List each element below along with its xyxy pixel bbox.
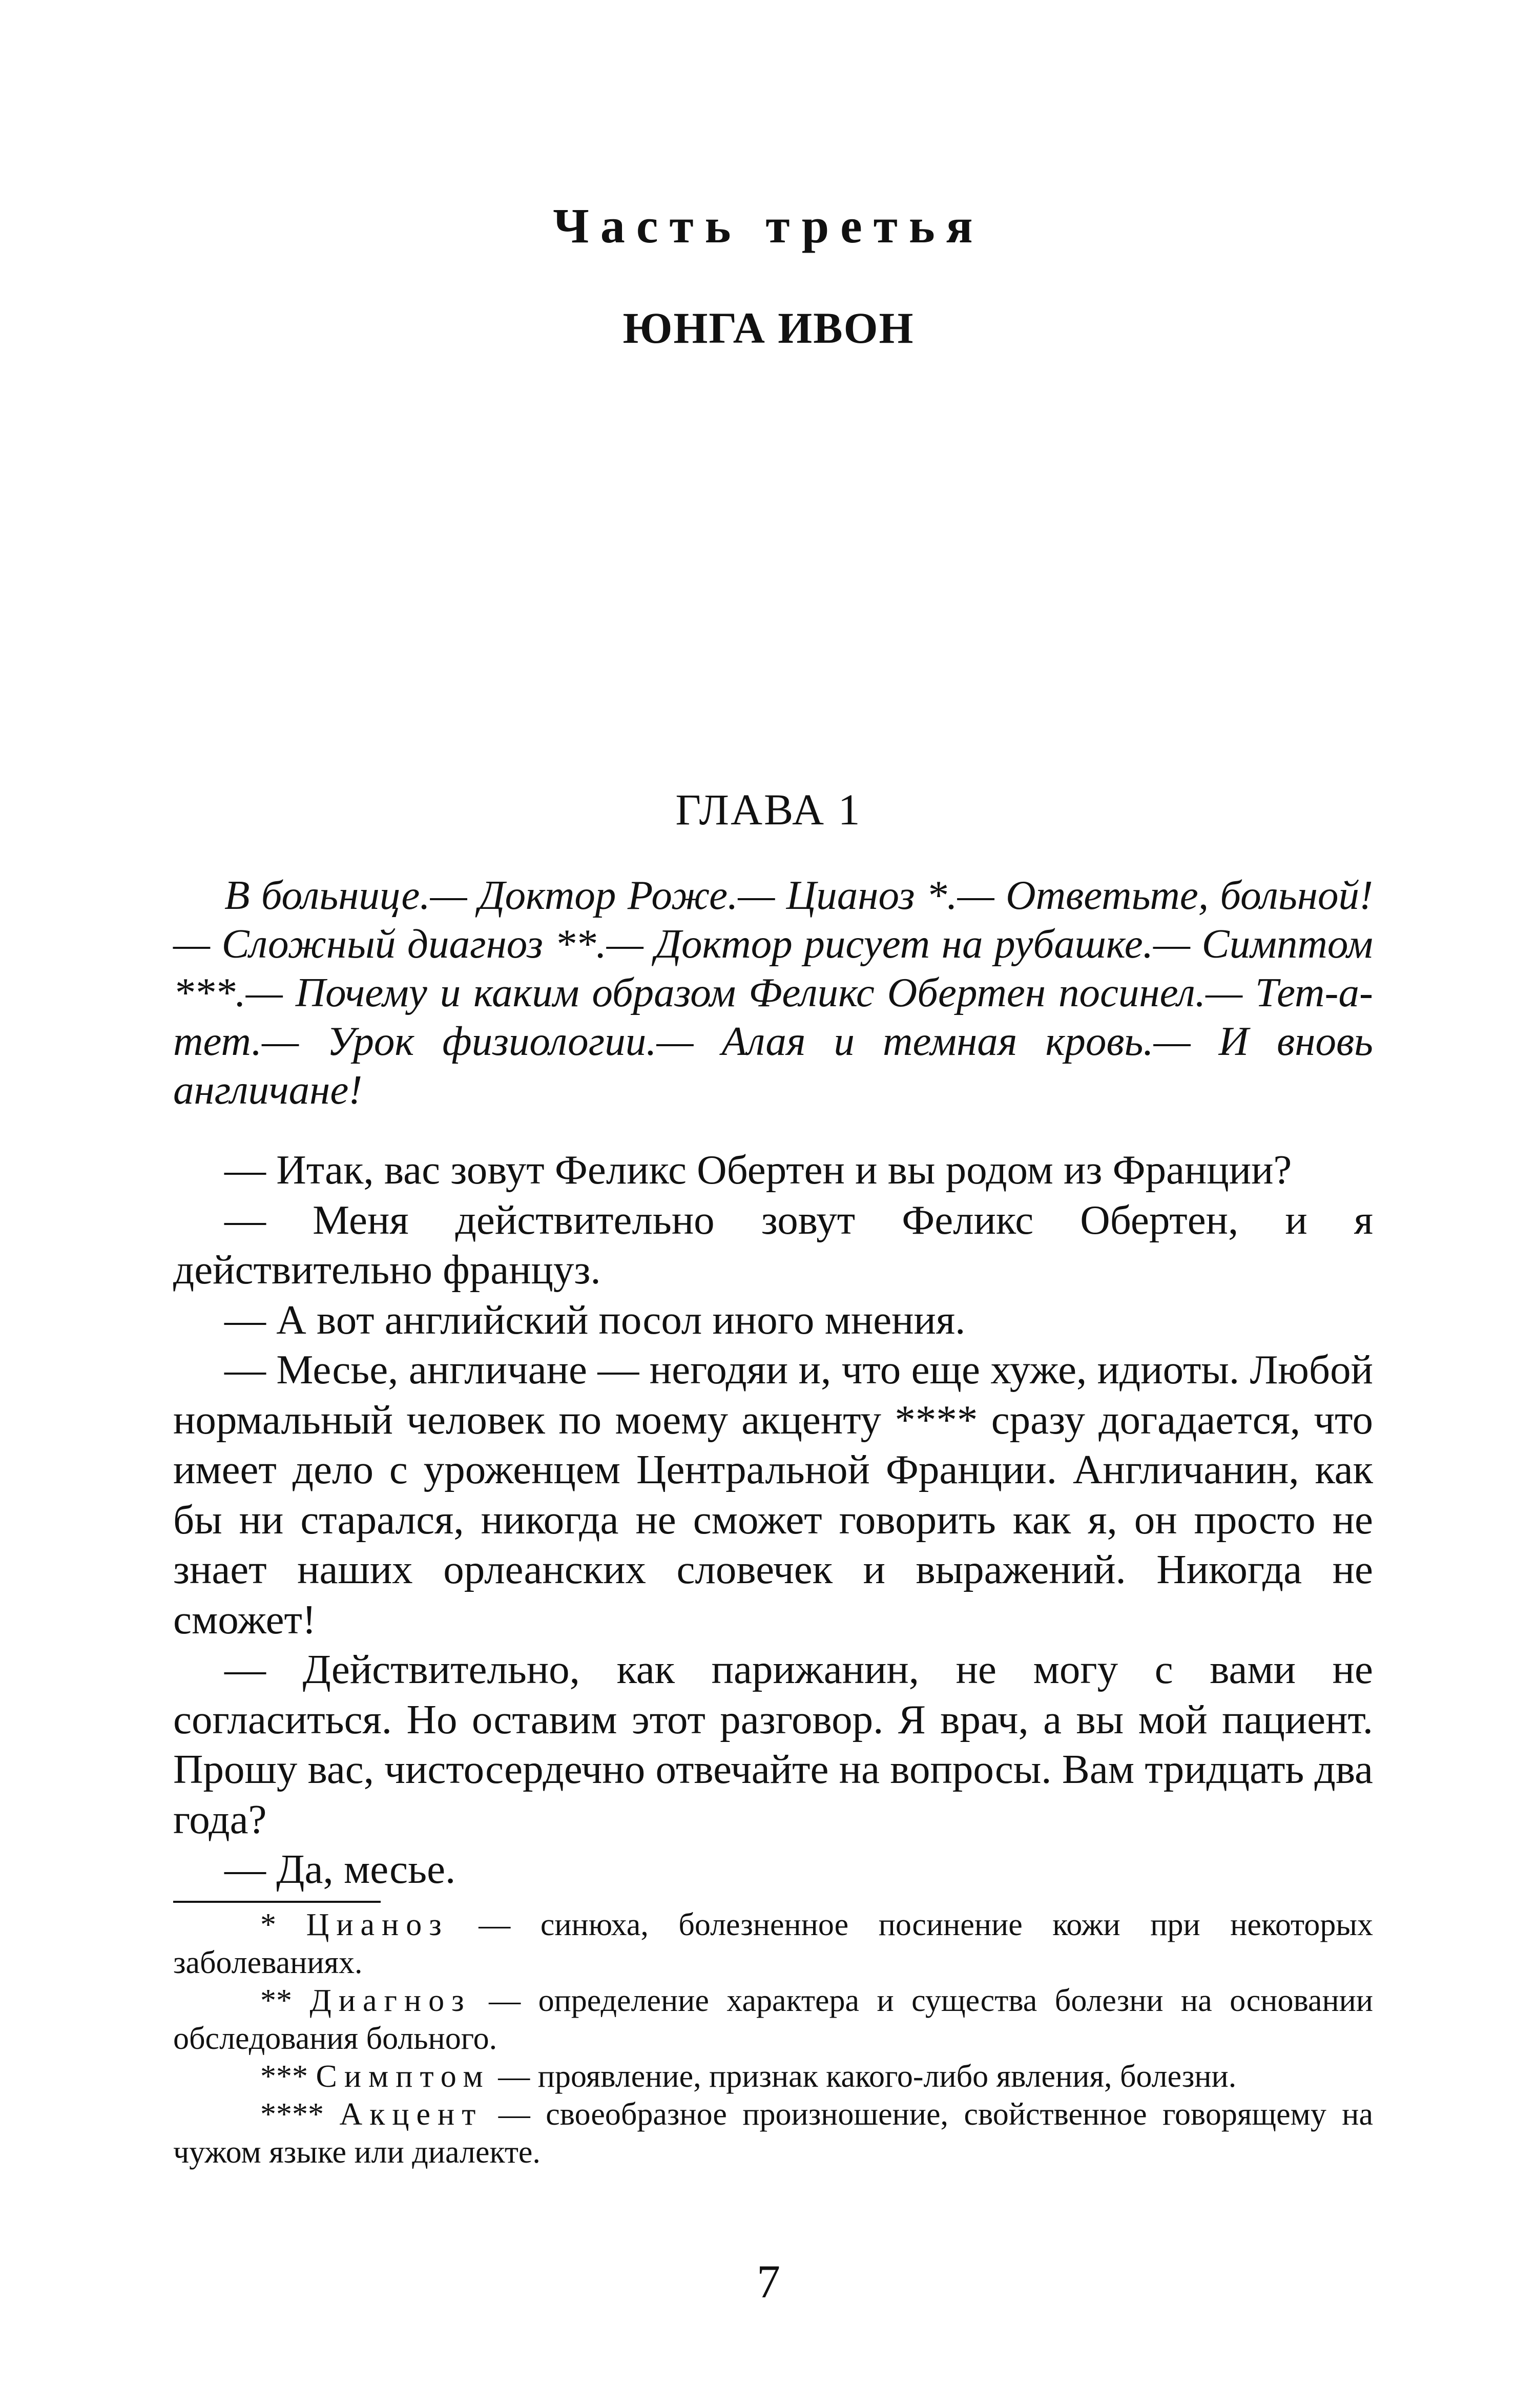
part-title: Часть третья bbox=[553, 198, 984, 253]
dialogue-paragraph: — Месье, англичане — негодяи и, что еще хуже, идиоты. Любой нормальный человек по моему акценту **** сразу догадается, что имеет дело с уроженцем Центральной Франции. Англичанин, как бы ни старался, никогда не сможет говорить как я, он просто не знает наших орлеанских словечек и выражений. Никогда не сможет! bbox=[173, 1346, 1373, 1643]
footnote-term: Симптом bbox=[316, 2059, 490, 2094]
footnote bbox=[173, 1906, 1373, 1982]
footnote-term: Диагноз bbox=[309, 1983, 471, 2018]
footnote-mark: *** bbox=[260, 2059, 308, 2094]
footnote-mark: **** bbox=[260, 2097, 324, 2132]
chapter-title: ГЛАВА 1 bbox=[675, 785, 862, 834]
dialogue-paragraph: — А вот английский посол иного мнения. bbox=[224, 1296, 966, 1343]
footnote-separator bbox=[173, 1901, 381, 1903]
footnote-term: Цианоз bbox=[306, 1907, 449, 1942]
footnotes bbox=[173, 1906, 1373, 2171]
part-name: ЮНГА ИВОН bbox=[622, 303, 915, 352]
footnote-mark: * bbox=[260, 1907, 276, 1942]
footnote bbox=[173, 2095, 1373, 2171]
dialogue-paragraph: — Да, месье. bbox=[224, 1846, 456, 1892]
dialogue-paragraph: — Действительно, как парижанин, не могу с вами не согласиться. Но оставим этот разговор. Я врач, а вы мой пациент. Прошу вас, чистосердечно отвечайте на вопросы. Вам тридцать два года? bbox=[173, 1646, 1373, 1842]
footnote-mark: ** bbox=[260, 1983, 292, 2018]
footnote bbox=[173, 2058, 1373, 2095]
footnote-text: — синюха, болезненное посинение кожи при некоторых заболеваниях. bbox=[173, 1907, 1373, 1980]
dialogue-paragraph: — Меня действительно зовут Феликс Обертен, и я действительно француз. bbox=[173, 1196, 1373, 1293]
chapter-summary: В больнице.— Доктор Роже.— Цианоз *.— Ответьте, больной! — Сложный диагноз **.— Доктор рисует на рубашке.— Симптом ***.— Почему и каким образом Феликс Обертен посинел.— Тет-а-тет.— Урок физиологии.— Алая и темная кровь.— И вновь англичане! bbox=[173, 872, 1373, 1113]
footnote-text: — своеобразное произношение, свойственное говорящему на чужом языке или диалекте. bbox=[173, 2097, 1374, 2170]
page-number: 7 bbox=[757, 2255, 780, 2308]
footnote-term: Акцент bbox=[339, 2097, 483, 2132]
dialogue-text bbox=[173, 1145, 1373, 1895]
dialogue-paragraph: — Итак, вас зовут Феликс Обертен и вы родом из Франции? bbox=[224, 1147, 1292, 1193]
footnote-text: — определение характера и существа болезни на основании обследования больного. bbox=[173, 1983, 1374, 2056]
footnote bbox=[173, 1982, 1373, 2058]
footnote-text: — проявление, признак какого-либо явления, болезни. bbox=[498, 2059, 1237, 2094]
